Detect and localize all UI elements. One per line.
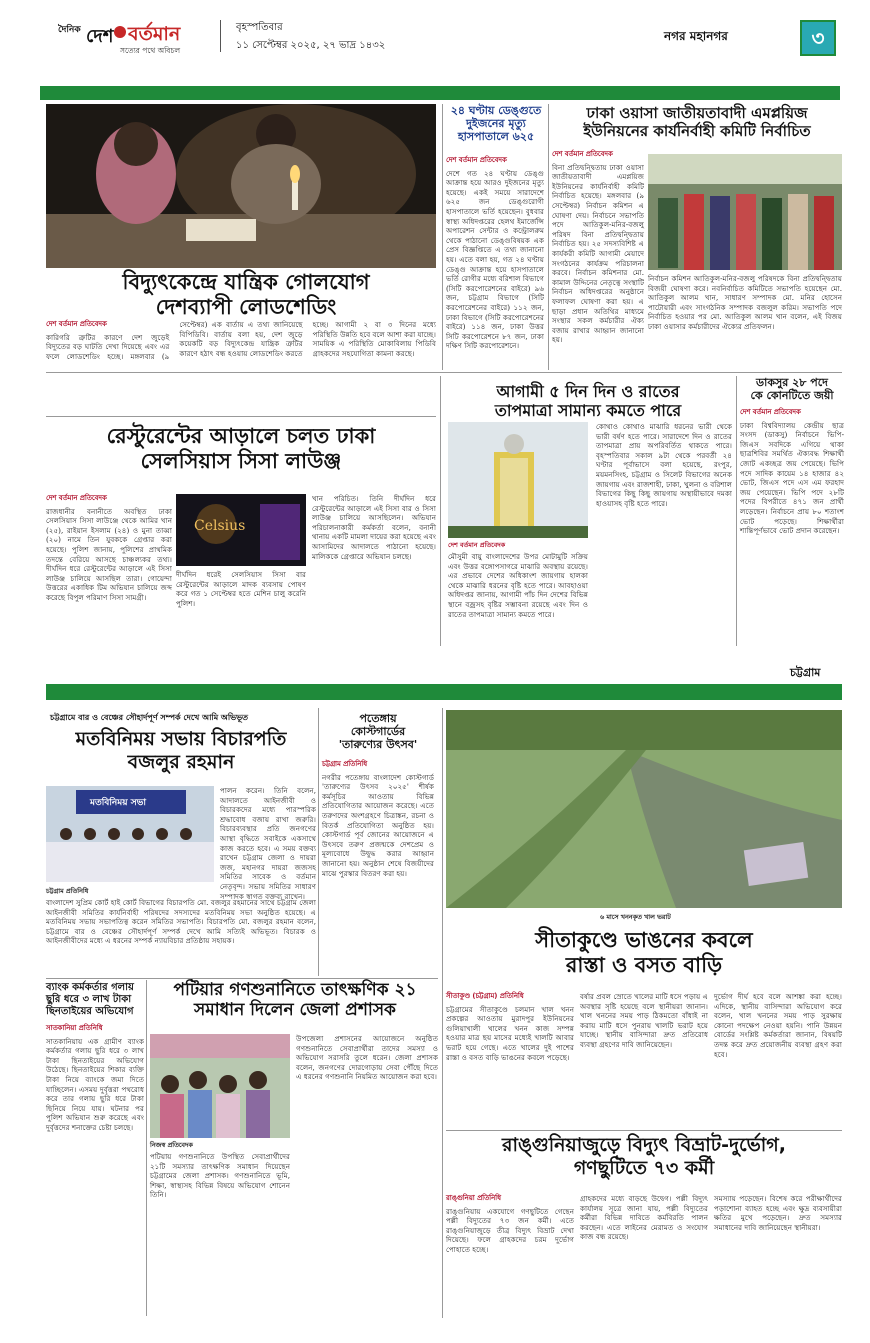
art7-byline: চট্টগ্রাম প্রতিনিধি bbox=[46, 887, 89, 895]
art1-body-text: কারিগরি ত্রুটির কারণে দেশ জুড়েই বিদ্যুতের বড় ঘাটতি দেখা দিয়েছে এবং এর ফলে লোডশেডিং হচ্ছে। মঙ্গলবার (৯ সেপ্টেম্বর) এক বার্তায় এ তথ্য জানিয়েছে বিপিডিবি। বার্তায় বলা হয়, দেশ জুড়ে কয়েকটি বড় বিদ্যুৎকেন্দ্র যান্ত্রিক ত্রুটির কারণে হঠাৎ বন্ধ হওয়ায় লোডশেডিং করতে হচ্ছে। আগামী ২ বা ৩ দিনের মধ্যে পরিস্থিতি উন্নতি হবে বলে আশা করা যাচ্ছে। সাময়িক এ পরিস্থিতি মোকাবিলায় পিডিবি গ্রাহকদের সহযোগিতা কামনা করছে। bbox=[46, 320, 436, 361]
issue-date: ১১ সেপ্টেম্বর ২০২৫, ২৭ ভাদ্র ১৪৩২ bbox=[236, 40, 386, 51]
art10-headline-line2: ছুরি ধরে ৩ লাখ টাকা bbox=[46, 994, 132, 1005]
art8-headline-line3: 'তারুণ্যের উৎসব' bbox=[338, 738, 418, 752]
art9-col3 bbox=[714, 992, 842, 1130]
art3-headline bbox=[552, 104, 842, 140]
section-title: নগর মহানগর bbox=[664, 29, 728, 43]
logo-name-1: দেশ bbox=[86, 26, 114, 47]
art5-headline-line2: তাপমাত্রা সামান্য কমতে পারে bbox=[494, 401, 682, 421]
art6-headline-line2: কে কোনটিতে জয়ী bbox=[750, 389, 834, 403]
art5-headline bbox=[444, 382, 732, 420]
art8-headline-line2: কোস্টগার্ডের bbox=[350, 725, 406, 739]
logo-daily: দৈনিক bbox=[58, 25, 81, 35]
art8-body bbox=[322, 760, 434, 976]
art12-headline-line2: গণছুটিতে ৭৩ কর্মী bbox=[573, 1156, 715, 1179]
justice-meeting-photo bbox=[46, 786, 214, 882]
art3-headline-line1: ঢাকা ওয়াসা জাতীয়তাবাদী এমপ্লয়িজ bbox=[586, 104, 808, 122]
art4-body-text: রাজধানীর বনানীতে অবস্থিত ঢাকা সেলসিয়াস সিসা লাউঞ্জে থেকে আমির খান (২৫), রাইয়ান ইসলাম (২৪) ও মুনা তাব্বা (২০) নামে তিন যুবককে গ্রেপ্তার করা হয়েছে। পুলিশ জানায়, পুলিশের প্রাথমিক তদন্তে বেরিয়ে আসছে চাঞ্চল্যকর তথ্য। দীর্ঘদিন ধরে রেস্টুরেন্টের আড়ালে এই সিসা লাউঞ্জ চালিয়ে আসছিল তারা। গোয়েন্দা উত্তরের একাধিক টিম অভিযান চালিয়ে জব্দ করেছে বিপুল পরিমাণ সিসা সামগ্রী। bbox=[46, 506, 172, 602]
page-number-text: ৩ bbox=[811, 26, 825, 50]
celsius-lounge-photo bbox=[176, 494, 306, 566]
art12-headline bbox=[446, 1134, 842, 1180]
art10-headline bbox=[46, 982, 144, 1018]
art8-headline-line1: পতেঙ্গায় bbox=[359, 712, 397, 725]
art12-col2-text: গ্রাহকদের মধ্যে বাড়ছে উদ্বেগ। পল্লী বিদ্যুৎ কার্যালয় সূত্রে জানা যায়, পল্লী বিদ্যুতের কর্মীরা বিভিন্ন দাবিতে কর্মবিরতি পালন করছেন। এতে লাইনের মেরামত ও সংযোগ কাজ বন্ধ রয়েছে। bbox=[580, 1194, 708, 1242]
art7-headline bbox=[46, 728, 316, 774]
art6-headline-line1: ডাকসুর ২৮ পদে bbox=[756, 376, 828, 389]
art9-byline: সীতাকুণ্ড (চট্টগ্রাম) প্রতিনিধি bbox=[446, 992, 524, 1000]
art11-headline-line2: সমাধান দিলেন জেলা প্রশাসক bbox=[194, 1000, 396, 1021]
art5-byline: দেশ বর্তমান প্রতিবেদক bbox=[448, 541, 506, 549]
art4-col3-text: খান পরিচিত। তিনি দীর্ঘদিন ধরে রেস্টুরেন্টের আড়ালে এই সিসা বার ও সিসা লাউঞ্জ চালিয়ে আসছিলেন। অভিযান পরিচালনাকারী কর্মকর্তা বলেন, বনানী থানায় একটি মামলা দায়ের করা হয়েছে এবং আসামিদের আদালতে পাঠানো হয়েছে। মালিককে গ্রেপ্তারে অভিযান চলছে। bbox=[312, 494, 436, 561]
art3-body-text: বিনা প্রতিদ্বন্দ্বিতায় ঢাকা ওয়াসা জাতীয়তাবাদী এমপ্লয়িজ ইউনিয়নের কার্যনির্বাহী কমিটি নির্বাচিত হয়েছে। মঙ্গলবার (৯ সেপ্টেম্বর) নির্বাচন কমিশন এ ঘোষণা দেয়। নির্বাচনে সভাপতি পদে আতিকুল-মনির-বজলু পরিষদ বিনা প্রতিদ্বন্দ্বিতায় নির্বাচিত হয়। ২৫ সদস্যবিশিষ্ট এ কার্যকরী কমিটি আগামী মেয়াদে সংগঠনের কার্যক্রম পরিচালনা করবে। নির্বাচন কমিশনার মো. কামাল উদ্দিনের নেতৃত্বে সংস্থাটি নির্বাচন অধিদপ্তরের অনুষ্ঠানে ফলাফল ঘোষণা করা হয়। এ ছাড়া প্রধান অতিথির মাধ্যমে সংস্থার সকল কর্মচারীর ঐক্য বজায় রাখার আহ্বান জানানো হয়। bbox=[552, 162, 644, 345]
art4-body bbox=[46, 494, 172, 640]
art4-caption bbox=[176, 570, 306, 642]
art10-headline-line1: ব্যাংক কর্মকর্তার গলায় bbox=[46, 982, 134, 993]
art7-kicker: চট্টগ্রামে বার ও বেঞ্চের সৌহার্দপূর্ণ সম্পর্ক দেখে আমি অভিভূত bbox=[50, 713, 249, 722]
logo-tagline: সত্যের পথে অবিচল bbox=[120, 46, 181, 55]
art12-body-text: রাঙ্গুনিয়ায় একযোগে গণছুটিতে গেছেন পল্লী বিদ্যুতের ৭৩ জন কর্মী। এতে রাঙ্গুনিয়াজুড়ে তীব্র বিদ্যুৎ বিভ্রাট দেখা দিয়েছে। ফলে গ্রাহকদের চরম দুর্ভোগ পোহাতে হচ্ছে। bbox=[446, 1206, 574, 1254]
art3-caption bbox=[648, 274, 842, 370]
art5-headline-line1: আগামী ৫ দিন দিন ও রাতের bbox=[496, 382, 680, 401]
art1-headline-line1: বিদ্যুৎকেন্দ্রে যান্ত্রিক গোলযোগ bbox=[122, 270, 370, 294]
svg-text:Celsius: Celsius bbox=[194, 518, 246, 534]
art11-body bbox=[150, 1152, 290, 1314]
art3-caption-text: নির্বাচন কমিশন আতিকুল-মনির-বজলু পরিষদকে বিনা প্রতিদ্বন্দ্বিতায় বিজয়ী ঘোষণা করে। নবনির্বাচিত কমিটিতে সভাপতি হয়েছেন মো. আতিকুল আলম খান, সাধারণ সম্পাদক মো. মনির হোসেন পাটোয়ারী এবং সাংগঠনিক সম্পাদক বজলুল করিম। সভাপতি পদে নির্বাচিত হওয়ার পর মো. আতিকুল আলম খান বলেন, এই বিজয় ঢাকা ওয়াসার কর্মচারীদের ঐক্যের প্রতিফলন। bbox=[648, 274, 842, 331]
art7-col2-text: পালন করেন। তিনি বলেন, আদালতে আইনজীবী ও বিচারকদের মধ্যে পারস্পরিক শ্রদ্ধাবোধ বজায় রাখা জরুরি। বিচারব্যবস্থার প্রতি জনগণের আস্থা বৃদ্ধিতে সবাইকে একসাথে কাজ করতে হবে। এ সময় বক্তব্য রাখেন চট্টগ্রাম জেলা ও দায়রা জজ, মহানগর দায়রা জজসহ সমিতির সাবেক ও বর্তমান নেতৃবৃন্দ। সভায় সমিতির সাধারণ সম্পাদক স্বাগত বক্তব্য রাখেন। bbox=[220, 786, 316, 901]
logo-name-2: বর্তমান bbox=[128, 23, 181, 45]
art4-headline bbox=[46, 424, 436, 474]
art12-col3-text: সমস্যায় পড়েছেন। বিশেষ করে পরীক্ষার্থীদের পড়াশোনা ব্যাহত হচ্ছে এবং ক্ষুদ্র ব্যবসায়ীরা ক্ষতির মুখে পড়েছেন। দ্রুত সমস্যার সমাধানের দাবি জানিয়েছেন স্থানীয়রা। bbox=[714, 1194, 842, 1232]
art5-col2-text: কোথাও কোথাও মাঝারি ধরনের ভারী থেকে ভারী বর্ষণ হতে পারে। সারাদেশে দিন ও রাতের তাপমাত্রা প্রায় অপরিবর্তিত থাকতে পারে। বৃহস্পতিবার সকাল ৯টা থেকে পরবর্তী ২৪ ঘণ্টার পূর্বাভাসে বলা হয়েছে, রংপুর, ময়মনসিংহ, চট্টগ্রাম ও সিলেট বিভাগের অনেক জায়গায় এবং রাজশাহী, ঢাকা, খুলনা ও বরিশাল বিভাগের কিছু কিছু জায়গায় অস্থায়ীভাবে দমকা হাওয়াসহ বৃষ্টি হতে পারে। bbox=[596, 422, 732, 508]
art6-body-text: ঢাকা বিশ্ববিদ্যালয় কেন্দ্রীয় ছাত্র সংসদ (ডাকসু) নির্বাচনে ভিপি-জিএস সবদিকে এগিয়ে থাকা ছাত্রশিবির সমর্থিত ঐক্যবদ্ধ শিক্ষার্থী জোট একচ্ছত্র জয় পেয়েছে। ভিপি পদে সাদিক কায়েম ১৪ হাজার ৪২ ভোট, জিএস পদে এস এম ফরহাদ জয় পেয়েছেন। ভিপি পদে ২৮টি পদের বিপরীতে ৪৭১ জন প্রার্থী লড়েছেন। নির্বাচনে প্রায় ৮০ শতাংশ ভোট পড়েছে। শিক্ষার্থীরা শান্তিপূর্ণভাবে ভোট প্রদান করেছেন। bbox=[740, 420, 844, 536]
art7-headline-line2: বজলুর রহমান bbox=[127, 750, 235, 773]
masthead bbox=[0, 0, 870, 80]
art12-col3 bbox=[714, 1194, 842, 1314]
art8-headline bbox=[322, 712, 434, 752]
art9-col3-text: দুর্ভোগ দীর্ঘ হবে বলে আশঙ্কা করা হচ্ছে। এদিকে, স্থানীয় বাসিন্দারা অভিযোগ করে বলেন, খাল খননের সময় পাড় সুরক্ষায় কোনো পদক্ষেপ নেওয়া হয়নি। পানি উন্নয়ন বোর্ডের সংশ্লিষ্ট কর্মকর্তারা জানান, বিষয়টি তদন্ত করে দ্রুত প্রয়োজনীয় ব্যবস্থা গ্রহণ করা হবে। bbox=[714, 992, 842, 1059]
art6-body bbox=[740, 408, 844, 646]
art12-col2 bbox=[580, 1194, 708, 1314]
art4-headline-line1: রেস্টুরেন্টের আড়ালে চলত ঢাকা bbox=[106, 424, 376, 448]
green-rule bbox=[40, 86, 840, 100]
art4-byline: দেশ বর্তমান প্রতিবেদক bbox=[46, 494, 107, 502]
art11-headline-line1: পটিয়ার গণশুনানিতে তাৎক্ষণিক ২১ bbox=[173, 980, 417, 1000]
art9-body-text: চট্টগ্রামের সীতাকুণ্ডে চলমান খাল খনন প্রকল্পের আওতায় মুরাদপুর ইউনিয়নের গুলিয়াখালী খালের খনন কাজ সম্পন্ন হওয়ার মাত্র ছয় মাসের মধ্যেই খালটি আবার ভরাট হয়ে গেছে। এতে খালের দুই পাশের রাস্তা ও বসত বাড়ি ভাঙনের কবলে পড়েছে। bbox=[446, 1004, 574, 1062]
logo bbox=[50, 18, 210, 58]
art2-headline-line1: ২৪ ঘণ্টায় ডেঙ্গুতে bbox=[450, 104, 542, 117]
art12-body bbox=[446, 1194, 574, 1314]
art12-headline-line1: রাঙ্গুনিয়াজুড়ে বিদ্যুৎ বিভ্রাট-দুর্ভোগ, bbox=[502, 1134, 786, 1156]
weather-building-photo bbox=[448, 422, 588, 538]
art5-body bbox=[448, 552, 588, 644]
art7-headline-line1: মতবিনিময় সভায় বিচারপতি bbox=[75, 728, 287, 750]
canal-photo bbox=[446, 710, 842, 908]
art12-byline: রাঙ্গুনিয়া প্রতিনিধি bbox=[446, 1194, 501, 1202]
art11-col2-text: উপজেলা প্রশাসনের আয়োজনে অনুষ্ঠিত গণশুনানিতে সেবাপ্রার্থীরা তাদের সমস্যা ও অভিযোগ সরাসরি তুলে ধরেন। জেলা প্রশাসক বলেন, জনগণের দোরগোড়ায় সেবা পৌঁছে দিতে এ ধরনের গণশুনানি নিয়মিত আয়োজন করা হবে। bbox=[296, 1034, 438, 1082]
art9-body bbox=[446, 992, 574, 1130]
chattogram-green-rule bbox=[46, 684, 842, 700]
art5-body-text: মৌসুমী বায়ু বাংলাদেশের উপর মোটামুটি সক্রিয় এবং উত্তর বঙ্গোপসাগরে মাঝারি অবস্থায় রয়েছে। এর প্রভাবে দেশের অধিকাংশ জায়গায় হালকা থেকে মাঝারি ধরনের বৃষ্টি হতে পারে। আবহাওয়া অধিদপ্তর জানায়, আগামী পাঁচ দিন দেশের বিভিন্ন স্থানে বজ্রসহ বৃষ্টির সম্ভাবনা রয়েছে এবং দিন ও রাতের তাপমাত্রা সামান্য কমতে পারে। bbox=[448, 552, 588, 619]
art10-body-text: সাতকানিয়ায় এক গ্রামীণ ব্যাংক কর্মকর্তার গলায় ছুরি ধরে ৩ লাখ টাকা ছিনতাইয়ের অভিযোগ উঠেছে। ছিনতাইয়ের শিকার ব্যক্তি টাকা নিয়ে ব্যাংকে জমা দিতে যাচ্ছিলেন। এসময় দুর্বৃত্তরা পথরোধ করে তার গলায় ছুরি ধরে টাকা ছিনিয়ে নিয়ে যায়। ঘটনার পর পুলিশ অভিযান শুরু করেছে এবং দুর্বৃত্তদের শনাক্তের চেষ্টা চলছে। bbox=[46, 1036, 144, 1132]
art1-headline-line2: দেশব্যাপী লোডশেডিং bbox=[155, 295, 337, 320]
art11-headline bbox=[150, 980, 440, 1021]
art1-body bbox=[46, 320, 436, 362]
art4-col3 bbox=[312, 494, 436, 640]
art9-col2-text: বর্ষার প্রবল স্রোতে খালের মাটি ধসে পড়ায় এ অবস্থার সৃষ্টি হয়েছে বলে স্থানীয়রা জানান। খাল খননের সময় পাড় ঠিকমতো বাঁধাই না করায় মাটি ধসে পুনরায় খালটি ভরাট হয়ে যাচ্ছে। স্থানীয় বাসিন্দারা দ্রুত প্রতিরোধ ব্যবস্থা গ্রহণের দাবি জানিয়েছেন। bbox=[580, 992, 708, 1049]
justice-meeting-banner: মতবিনিময় সভা bbox=[90, 798, 146, 808]
art9-headline-line2: রাস্তা ও বসত বাড়ি bbox=[565, 953, 723, 978]
art9-caption: ৬ মাসে খননকৃত খাল ভরাট bbox=[600, 913, 671, 921]
art4-headline-line2: সেলসিয়াস সিসা লাউঞ্জ bbox=[140, 449, 342, 474]
art4-caption-text: দীর্ঘদিন ধরেই সেলসিয়াস সিসা বার রেস্টুরেন্টের আড়ালে মাদক ব্যবসায় পোষণ করে গত ১ সেপ্টেম্বর হতে মেশিন চালু করেনি পুলিশ। bbox=[176, 570, 306, 608]
art5-col2 bbox=[596, 422, 732, 644]
page-number bbox=[800, 20, 836, 56]
art7-col2 bbox=[220, 786, 316, 901]
art9-headline bbox=[446, 928, 842, 978]
art2-headline bbox=[446, 104, 546, 144]
art11-body-text: পটিয়ায় গণশুনানিতে উপস্থিত সেবাপ্রার্থীদের ২১টি সমস্যার তাৎক্ষণিক সমাধান দিয়েছেন চট্টগ্রামের জেলা প্রশাসক। গণশুনানিতে ভূমি, শিক্ষা, স্বাস্থ্যসহ বিভিন্ন বিষয়ে অভিযোগ শোনেন তিনি। bbox=[150, 1152, 290, 1200]
art1-headline bbox=[46, 270, 446, 320]
art10-headline-line3: ছিনতাইয়ের অভিযোগ bbox=[46, 1006, 134, 1017]
art7-body bbox=[46, 898, 316, 976]
art2-headline-line2: দুইজনের মৃত্যু bbox=[466, 117, 526, 131]
chattogram-section-label: চট্টগ্রাম bbox=[790, 666, 821, 679]
logo-seal-icon bbox=[114, 26, 126, 38]
art3-body bbox=[552, 150, 644, 370]
art10-byline: সাতকানিয়া প্রতিনিধি bbox=[46, 1024, 103, 1032]
hearing-photo bbox=[150, 1034, 290, 1138]
art2-body bbox=[446, 156, 544, 366]
art6-headline bbox=[740, 376, 844, 402]
art2-body-text: দেশে গত ২৪ ঘণ্টায় ডেঙ্গু আক্রান্ত হয়ে আরও দুইজনের মৃত্যু হয়েছে। একই সময়ে সারাদেশে ৬২৫ জন ডেঙ্গুরোগী হাসপাতালে ভর্তি হয়েছেন। বুধবার স্বাস্থ্য অধিদপ্তরের হেলথ ইমার্জেন্সি অপারেশন সেন্টার ও কন্ট্রোলরুম থেকে পাঠানো ডেঙ্গুবিষয়ক এক প্রেস বিজ্ঞপ্তিতে এ তথ্য জানানো হয়। এতে বলা হয়, গত ২৪ ঘণ্টায় ডেঙ্গু আক্রান্ত হয়ে হাসপাতালে ভর্তি রোগীর মধ্যে বরিশাল বিভাগে (সিটি করপোরেশনের বাইরে) ৯৬ জন, চট্টগ্রাম বিভাগে (সিটি করপোরেশনের বাইরে) ১১২ জন, ঢাকা বিভাগে (সিটি করপোরেশনের বাইরে) ১১৪ জন, ঢাকা উত্তর সিটি করপোরেশনে ৮৭ জন, ঢাকা দক্ষিণ সিটি করপোরেশনে। bbox=[446, 168, 544, 351]
art11-col2 bbox=[296, 1034, 438, 1314]
art7-body-text: বাংলাদেশ সুপ্রিম কোর্ট হাই কোর্ট বিভাগের বিচারপতি মো. বজলুর রহমানের সাথে চট্টগ্রাম জেলা আইনজীবী সমিতির কার্যনির্বাহী পরিষদের সদস্যদের মতবিনিময় সভা অনুষ্ঠিত হয়েছে। এ মতবিনিময় সভায় সভাপতিত্ব করেন সমিতির সভাপতি। বিচারপতি মো. বজলুর রহমান বলেন, চট্টগ্রামে বার ও বেঞ্চের সৌহার্দপূর্ণ সম্পর্ক দেখে আমি সত্যিই অভিভূত। বিচারক ও আইনজীবীদের মধ্যে এ ধরনের সম্পর্ক ন্যায়বিচার প্রতিষ্ঠায় সহায়ক। bbox=[46, 898, 316, 946]
art9-col2 bbox=[580, 992, 708, 1130]
art8-body-text: নগরীর পতেঙ্গায় বাংলাদেশ কোস্টগার্ড 'তারুণ্যের উৎসব ২০২৫' শীর্ষক কর্মসূচির আওতায় বিভিন্ন প্রতিযোগিতার আয়োজন করেছে। এতে তরুণদের অংশগ্রহণে চিত্রাঙ্কন, রচনা ও বিতর্ক প্রতিযোগিতা অনুষ্ঠিত হয়। কোস্টগার্ড পূর্ব জোনের আয়োজনে এ উৎসবে তরুণ প্রজন্মকে দেশপ্রেম ও মূল্যবোধে উদ্বুদ্ধ করার আহ্বান জানানো হয়। অনুষ্ঠান শেষে বিজয়ীদের মাঝে পুরস্কার বিতরণ করা হয়। bbox=[322, 772, 434, 878]
art3-headline-line2: ইউনিয়নের কার্যনির্বাহী কমিটি নির্বাচিত bbox=[583, 122, 811, 140]
candle-study-photo bbox=[46, 104, 436, 268]
art2-headline-line3: হাসপাতালে ৬২৫ bbox=[457, 130, 535, 144]
art3-byline: দেশ বর্তমান প্রতিবেদক bbox=[552, 150, 613, 158]
art11-byline: নিজস্ব প্রতিবেদক bbox=[150, 1141, 193, 1149]
art1-byline: দেশ বর্তমান প্রতিবেদক bbox=[46, 320, 107, 328]
wasa-committee-photo bbox=[648, 154, 842, 270]
art2-byline: দেশ বর্তমান প্রতিবেদক bbox=[446, 156, 507, 164]
art9-headline-line1: সীতাকুণ্ডে ভাঙনের কবলে bbox=[535, 928, 753, 952]
art8-byline: চট্টগ্রাম প্রতিনিধি bbox=[322, 760, 368, 768]
issue-day: বৃহস্পতিবার bbox=[236, 22, 283, 33]
art10-body bbox=[46, 1024, 144, 1314]
art6-byline: দেশ বর্তমান প্রতিবেদক bbox=[740, 408, 801, 416]
